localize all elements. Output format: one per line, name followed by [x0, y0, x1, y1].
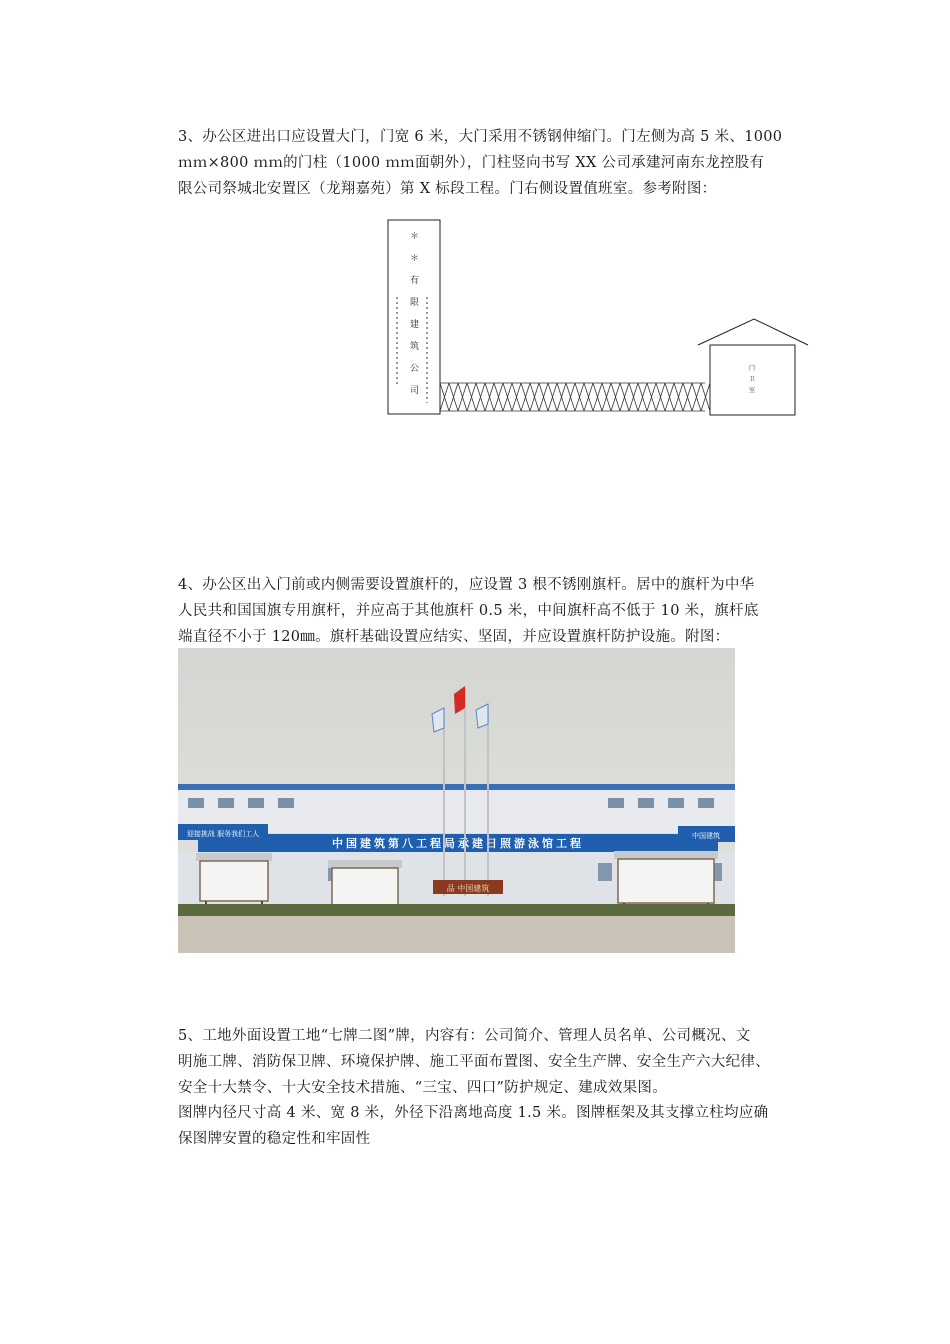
pillar-char: ＊ — [410, 232, 420, 242]
banner-text: 中国建筑第八工程局承建日照游泳馆工程 — [332, 837, 584, 850]
section-5-extra-line: 图牌内径尺寸高 4 米、宽 8 米，外径下沿离地高度 1.5 米。图牌框架及其支撑立柱均应确 — [178, 1105, 769, 1121]
guard-room-char: 卫 — [749, 376, 756, 383]
section-4-line: 人民共和国国旗专用旗杆，并应高于其他旗杆 0.5 米，中间旗杆高不低于 10 米，旗杆底 — [178, 603, 759, 619]
guard-room-char: 门 — [749, 365, 756, 372]
right-sign-text: 中国建筑 — [692, 832, 720, 840]
flagpole-photo — [178, 648, 735, 953]
section-5-extra-line: 保图牌安置的稳定性和牢固性 — [178, 1131, 371, 1147]
retractable-gate — [440, 383, 710, 411]
gate-diagram — [380, 215, 820, 425]
pillar-char: 司 — [410, 386, 420, 396]
section-3-paragraph — [178, 124, 810, 202]
section-4-line: 4、办公区出入门前或内侧需要设置旗杆的，应设置 3 根不锈刚旗杆。居中的旗杆为中华 — [178, 577, 755, 593]
shrub-row — [178, 904, 735, 918]
section-4-paragraph — [178, 572, 810, 650]
section-5-line: 5、工地外面设置工地“七牌二图”牌，内容有：公司简介、管理人员名单、公司概况、文 — [178, 1028, 751, 1044]
pillar-char: 公 — [410, 364, 420, 374]
section-4-line: 端直径不小于 120㎜。旗杆基础设置应结实、坚固，并应设置旗杆防护设施。附图： — [178, 629, 730, 645]
section-3-line: 3、办公区进出口应设置大门，门宽 6 米，大门采用不锈钢伸缩门。门左侧为高 5 米、1000 — [178, 129, 783, 145]
pillar-char: 筑 — [410, 342, 420, 352]
pillar-char: ＊ — [410, 254, 420, 264]
section-3-line: ｍｍ×800 ｍｍ的门柱（1000 ｍｍ面朝外），门柱竖向书写 XX 公司承建河南东龙控股有 — [178, 155, 765, 171]
section-5-line: 安全十大禁令、十大安全技术措施、“三宝、四口”防护规定、建成效果图。 — [178, 1080, 668, 1096]
ground — [178, 916, 735, 953]
roof-line — [178, 784, 735, 790]
left-sign-text: 迎接挑战 服务我们工人 — [186, 830, 260, 838]
gate-pillar — [388, 220, 440, 414]
guard-room-char: 室 — [749, 387, 756, 394]
section-5-paragraph — [178, 1023, 810, 1101]
pillar-char: 有 — [410, 276, 420, 286]
section-5-line: 明施工牌、消防保卫牌、环境保护牌、施工平面布置图、安全生产牌、安全生产六大纪律、 — [178, 1054, 770, 1070]
pillar-vertical-text — [410, 232, 419, 396]
section-3-line: 限公司祭城北安置区（龙翔嘉苑）第 X 标段工程。门右侧设置值班室。参考附图： — [178, 181, 717, 197]
section-5-extra-paragraph — [178, 1100, 810, 1152]
pillar-char: 限 — [410, 298, 420, 308]
pillar-char: 建 — [410, 320, 420, 330]
guard-room-label — [749, 364, 755, 394]
center-sign-text: 品 中国建筑 — [446, 884, 490, 893]
